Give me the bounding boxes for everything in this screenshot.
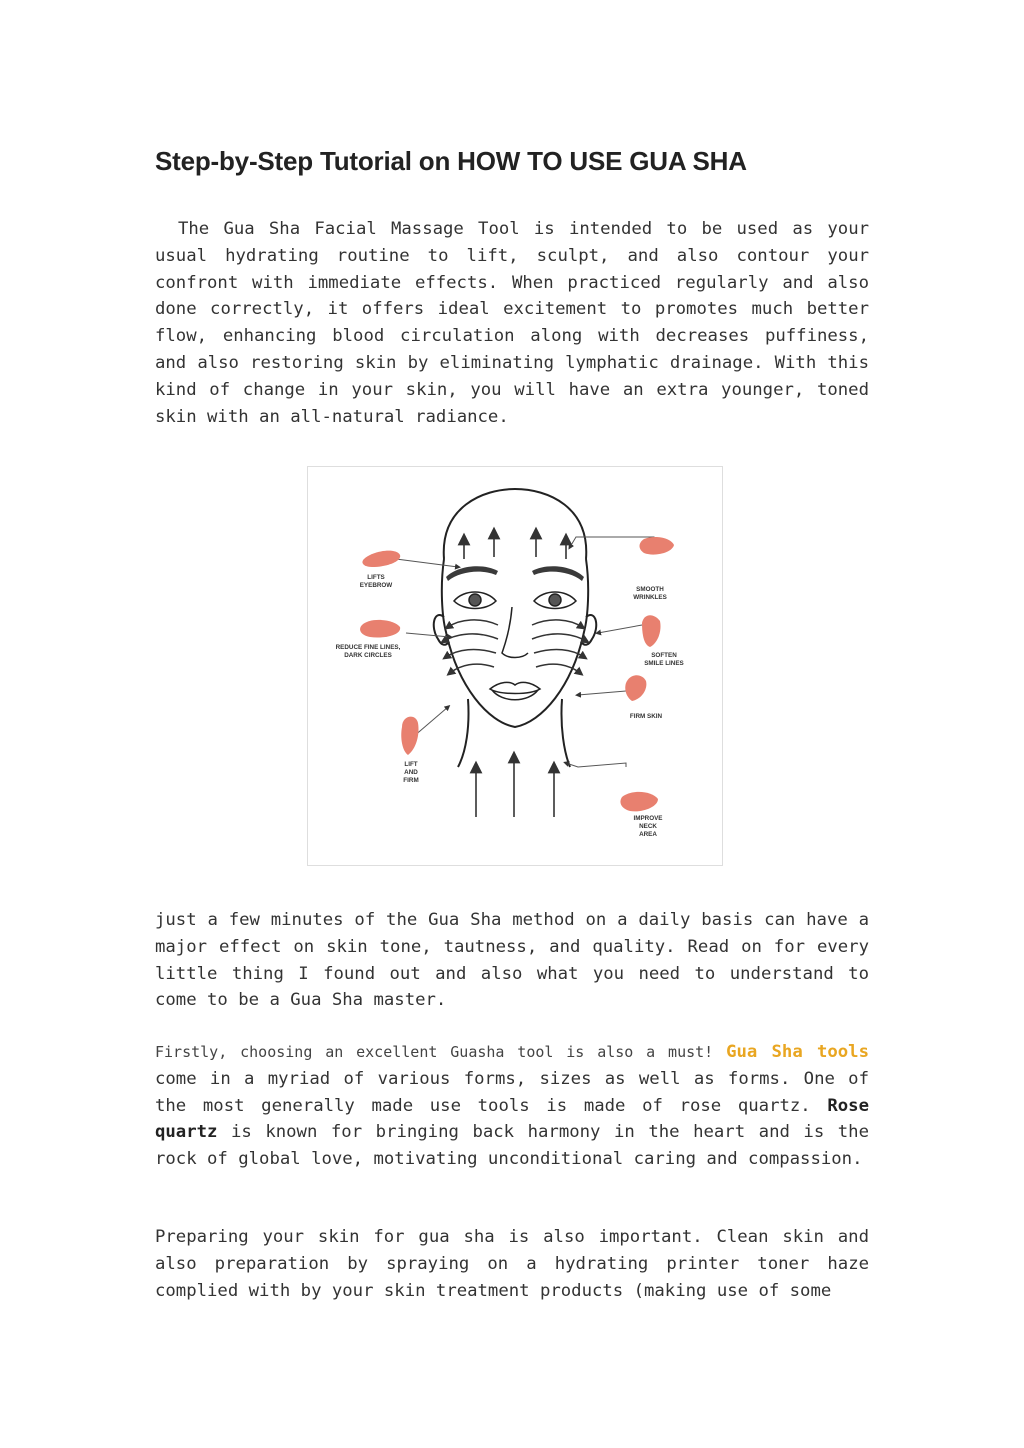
label-improve-neck-3: AREA <box>639 831 657 838</box>
label-reduce-fine-lines-2: DARK CIRCLES <box>344 652 392 659</box>
gua-sha-face-diagram <box>307 466 723 866</box>
label-improve-neck-1: IMPROVE <box>633 815 663 822</box>
svg-text:SOFTENSMILE LINES <box>644 652 684 667</box>
label-lifts-eyebrow-1: LIFTS <box>367 574 385 581</box>
svg-text:LIFTSEYEBROW <box>360 574 393 589</box>
face-outline <box>434 489 597 767</box>
stone-lift-and-firm <box>401 717 418 755</box>
stone-soften-smile-lines <box>642 615 661 647</box>
label-soften-smile-lines-1: SOFTEN <box>651 652 677 659</box>
label-lifts-eyebrow-2: EYEBROW <box>359 582 393 589</box>
label-soften-smile-lines-2: SMILE LINES <box>644 660 684 667</box>
nose <box>502 607 528 658</box>
svg-text:LIFTANDFIRM <box>403 761 418 784</box>
paragraph-tool-choice-lead: Firstly, choosing an excellent Guasha tool is also a must! <box>155 1043 727 1061</box>
gua-sha-tools-link[interactable]: Gua Sha tools <box>726 1042 869 1062</box>
label-lift-and-firm-2: AND <box>404 769 418 776</box>
label-lift-and-firm-1: LIFT <box>404 761 418 768</box>
rose-quartz-bold: Rose quartz <box>155 1095 869 1143</box>
intro-paragraph: The Gua Sha Facial Massage Tool is intended to be used as your usual hydrating routine to lift, sculpt, and also contour your confront with immediate effects. When practiced regularly and also done correctly, it offers ideal excitement to promotes much better flow, enhancing blood circulation along with decreases puffiness, and also restoring skin by eliminating lymphatic drainage. With this kind of change in your skin, you will have an extra younger, toned skin with an all-natural radiance. <box>155 219 869 427</box>
stone-reduce-fine-lines <box>360 620 400 638</box>
label-firm-skin: FIRM SKIN <box>629 713 663 720</box>
leader-lines <box>396 537 654 767</box>
svg-text:SMOOTHWRINKLES <box>633 586 667 601</box>
stone-smooth-wrinkles <box>640 537 675 555</box>
neck-arrows <box>476 757 554 817</box>
stone-firm-skin <box>625 675 646 701</box>
eyes <box>454 592 576 609</box>
label-lift-and-firm-3: FIRM <box>403 777 419 784</box>
eyebrows <box>446 566 584 581</box>
label-improve-neck-2: NECK <box>639 823 657 830</box>
stone-lifts-eyebrow <box>362 551 400 567</box>
paragraph-skin-prep: Preparing your skin for gua sha is also important. Clean skin and also preparation by spraying on a hydrating printer toner haze complied with by your skin treatment products (making use of some <box>155 1227 869 1301</box>
lips <box>490 682 540 699</box>
stone-improve-neck <box>620 792 658 811</box>
paragraph-tool-choice-mid: come in a myriad of various forms, sizes as well as forms. One of the most generally made use tools is made of rose quartz. <box>155 1068 869 1116</box>
cheek-arrows <box>444 620 586 673</box>
svg-text:FIRM SKIN <box>630 713 663 720</box>
label-smooth-wrinkles-1: SMOOTH <box>636 586 664 593</box>
paragraph-tool-choice-tail: is known for bringing back harmony in the heart and is the rock of global love, motivating unconditional caring and compassion. <box>155 1122 869 1170</box>
paragraph-tool-choice <box>155 1039 869 1173</box>
svg-text:REDUCE FINE LINES,DARK CIRCLES <box>336 644 401 659</box>
label-reduce-fine-lines-1: REDUCE FINE LINES, <box>335 644 401 651</box>
paragraph-daily-method: just a few minutes of the Gua Sha method on a daily basis can have a major effect on skin tone, tautness, and quality. Read on for every little thing I found out and also what you need to understand to come to be a Gua Sha master. <box>155 910 869 1011</box>
label-smooth-wrinkles-2: WRINKLES <box>633 594 667 601</box>
svg-text:IMPROVENECKAREA <box>633 815 662 838</box>
forehead-arrows <box>464 533 566 559</box>
page-title: Step-by-Step Tutorial on HOW TO USE GUA SHA <box>155 146 747 176</box>
